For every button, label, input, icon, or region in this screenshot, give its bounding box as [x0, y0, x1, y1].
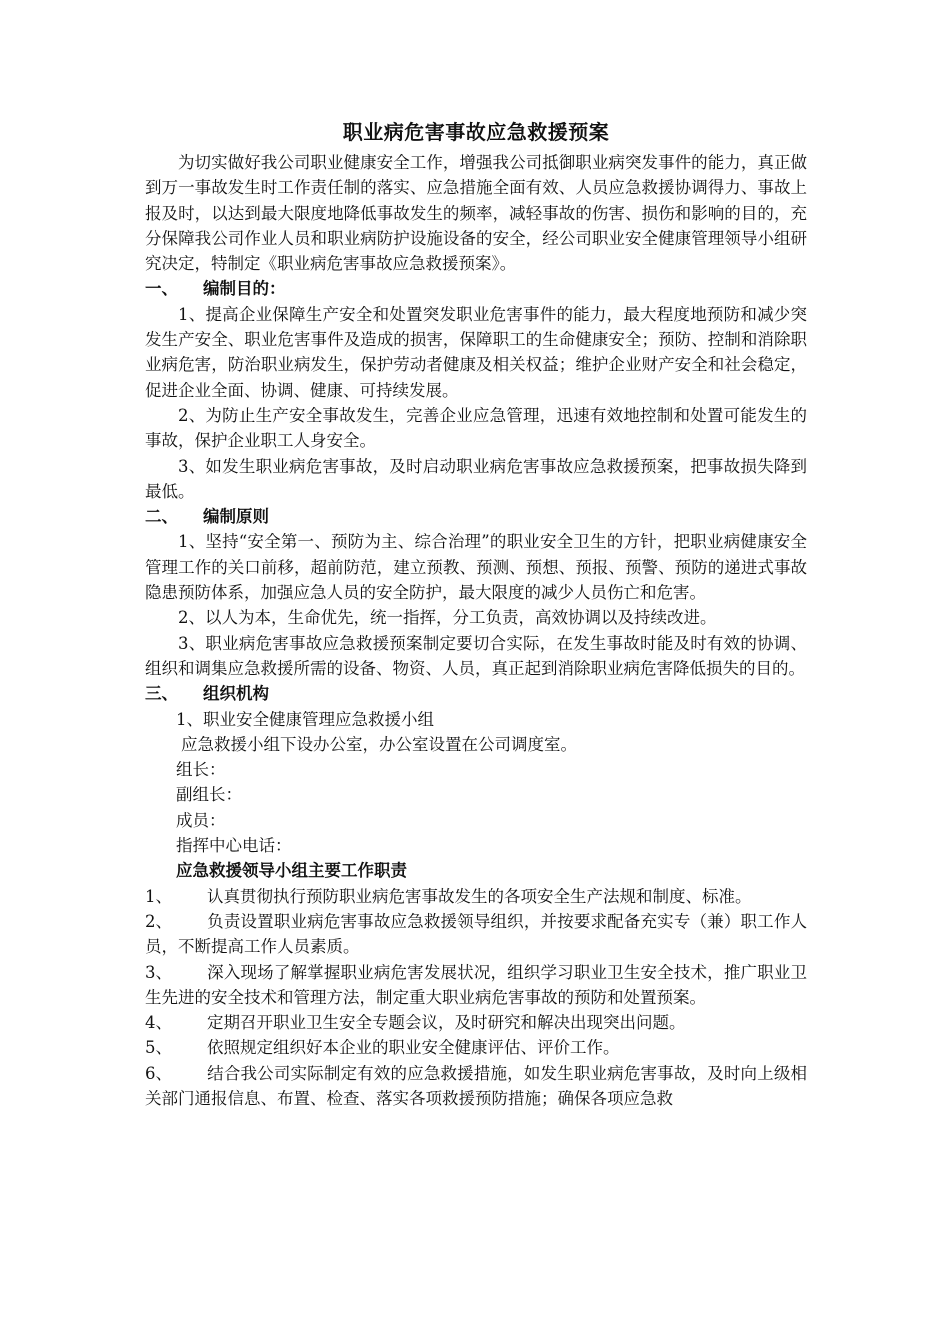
section-title: 编制原则	[203, 507, 269, 527]
document-title: 职业病危害事故应急救援预案	[342, 120, 610, 144]
duty-number: 4、	[145, 1013, 172, 1033]
duty-text: 依照规定组织好本企业的职业安全健康评估、评价工作。	[207, 1038, 620, 1058]
section-1-paragraph-3: 3、如发生职业病危害事故，及时启动职业病危害事故应急救援预案，把事故损失降到最低。	[145, 456, 807, 501]
section-heading-1	[145, 276, 807, 301]
section-title: 组织机构	[203, 684, 269, 704]
org-members-line: 成员：	[176, 810, 226, 830]
duties-heading: 应急救援领导小组主要工作职责	[176, 861, 407, 881]
section-1-paragraph-2: 2、为防止生产安全事故发生，完善企业应急管理，迅速有效地控制和处置可能发生的事故，保护企业职工人身安全。	[145, 405, 807, 451]
section-number: 一、	[145, 279, 178, 299]
section-number: 三、	[145, 684, 178, 704]
duty-text: 认真贯彻执行预防职业病危害事故发生的各项安全生产法规和制度、标准。	[207, 886, 752, 906]
section-title: 编制目的：	[203, 279, 286, 299]
section-number: 二、	[145, 507, 178, 527]
duty-item-5	[145, 1035, 807, 1060]
duty-number: 1、	[145, 886, 172, 906]
org-office-line: 应急救援小组下设办公室，办公室设置在公司调度室。	[181, 734, 577, 754]
section-2-paragraph-3: 3、职业病危害事故应急救援预案制定要切合实际，在发生事故时能及时有效的协调、组织和调集应急救援所需的设备、物资、人员，真正起到消除职业病危害降低损失的目的。	[145, 633, 807, 678]
section-1-paragraph-1: 1、提高企业保障生产安全和处置突发职业危害事件的能力，最大程度地预防和减少突发生产安全、职业危害事件及造成的损害，保障职工的生命健康安全；预防、控制和消除职业病危害，防治职业病发生，保护劳动者健康及相关权益；维护企业财产安全和社会稳定，促进企业全面、协调、健康、可持续发展。	[145, 304, 807, 400]
intro-paragraph: 为切实做好我公司职业健康安全工作，增强我公司抵御职业病突发事件的能力，真正做到万一事故发生时工作责任制的落实、应急措施全面有效、人员应急救援协调得力、事故上报及时，以达到最大限度地降低事故发生的频率，减轻事故的伤害、损伤和影响的目的，充分保障我公司作业人员和职业病防护设施设备的安全，经公司职业安全健康管理领导小组研究决定，特制定《职业病危害事故应急救援预案》。	[145, 153, 807, 274]
org-leader-line: 组长：	[176, 760, 226, 780]
org-phone-line: 指挥中心电话：	[176, 836, 292, 856]
duty-number: 5、	[145, 1038, 172, 1058]
duty-number: 3、	[145, 962, 172, 982]
duty-text: 结合我公司实际制定有效的应急救援措施，如发生职业病危害事故，及时向上级相关部门通报信息、布置、检查、落实各项救援预防措施；确保各项应急救	[145, 1063, 807, 1108]
duty-number: 6、	[145, 1063, 172, 1083]
org-deputy-line: 副组长：	[176, 785, 242, 805]
duty-item-6	[145, 1061, 807, 1112]
document-page	[145, 116, 807, 1111]
org-group-line: 1、职业安全健康管理应急救援小组	[176, 709, 434, 729]
duty-item-1	[145, 884, 807, 909]
section-2-paragraph-2: 2、以人为本，生命优先，统一指挥，分工负责，高效协调以及持续改进。	[178, 608, 717, 628]
section-2-paragraph-1: 1、坚持“安全第一、预防为主、综合治理”的职业安全卫生的方针，把职业病健康安全管理工作的关口前移，超前防范，建立预教、预测、预想、预报、预警、预防的递进式事故隐患预防体系，加强应急人员的安全防护，最大限度的减少人员伤亡和危害。	[145, 532, 807, 603]
duty-text: 负责设置职业病危害事故应急救援领导组织，并按要求配备充实专（兼）职工作人员，不断提高工作人员素质。	[145, 911, 807, 957]
duty-item-2	[145, 909, 807, 960]
section-heading-2	[145, 504, 807, 529]
duty-item-3	[145, 960, 807, 1011]
duty-number: 2、	[145, 911, 172, 931]
section-heading-3	[145, 681, 807, 706]
duty-item-4	[145, 1010, 807, 1035]
duty-text: 定期召开职业卫生安全专题会议，及时研究和解决出现突出问题。	[207, 1013, 686, 1033]
duty-text: 深入现场了解掌握职业病危害发展状况，组织学习职业卫生安全技术，推广职业卫生先进的安全技术和管理方法，制定重大职业病危害事故的预防和处置预案。	[145, 962, 807, 1007]
